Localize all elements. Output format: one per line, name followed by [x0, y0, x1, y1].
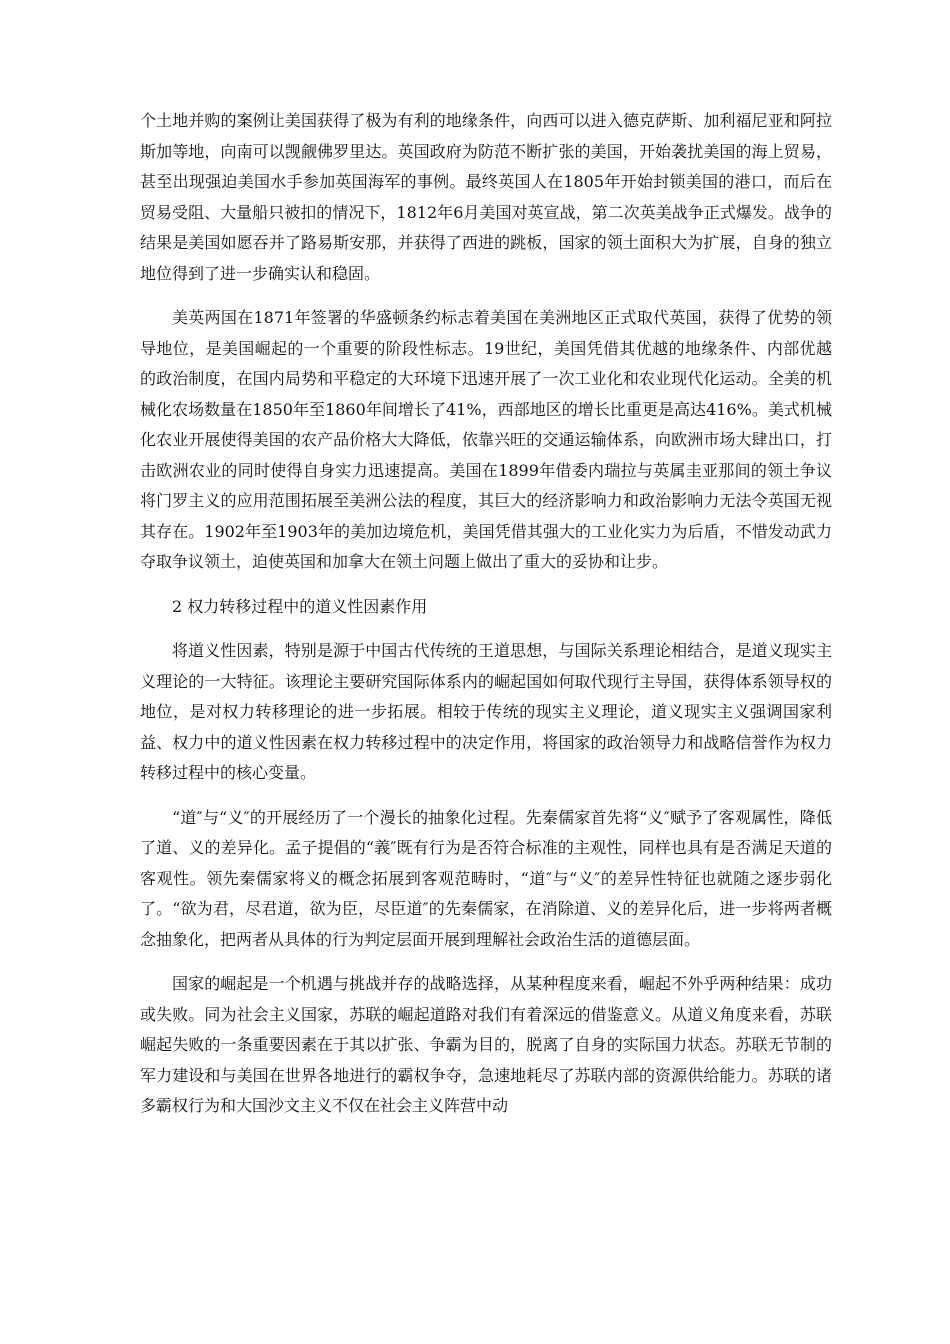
paragraph-dao-yi: “道″与“义″的开展经历了一个漫长的抽象化过程。先秦儒家首先将“义″赋予了客观属性，降低了道、义的差异化。孟子提倡的“義″既有行为是否符合标准的主观性，同样也具有是否满足天道的客观性。领先秦儒家将义的概念拓展到客观范畴时，“道″与“义″的差异性特征也就随之逐步弱化了。“欲为君，尽君道，欲为臣，尽臣道″的先秦儒家，在消除道、义的差异化后，进一步将两者概念抽象化，把两者从具体的行为判定层面开展到理解社会政治生活的道德层面。 — [140, 807, 832, 949]
paragraph-us-uk-washington-treaty: 美英两国在1871年签署的华盛顿条约标志着美国在美洲地区正式取代英国，获得了优势的领导地位，是美国崛起的一个重要的阶段性标志。19世纪，美国凭借其优越的地缘条件、内部优越的政治制度，在国内局势和平稳定的大环境下迅速开展了一次工业化和农业现代化运动。全美的机械化农场数量在1850年至1860年间增长了41%，西部地区的增长比重更是高达416%。美式机械化农业开展使得美国的农产品价格大大降低，依靠兴旺的交通运输体系，向欧洲市场大肆出口，打击欧洲农业的同时使得自身实力迅速提高。美国在1899年借委内瑞拉与英属圭亚那间的领土争议将门罗主义的应用范围拓展至美洲公法的程度，其巨大的经济影响力和政治影响力无法令英国无视其存在。1902年至1903年的美加边境危机，美国凭借其强大的工业化实力为后盾，不惜发动武力夺取争议领土，迫使英国和加拿大在领土问题上做出了重大的妥协和让步。 — [140, 308, 832, 571]
paragraph-moral-realism: 将道义性因素，特别是源于中国古代传统的王道思想，与国际关系理论相结合，是道义现实主义理论的一大特征。该理论主要研究国际体系内的崛起国如何取代现行主导国，获得体系领导权的地位，是对权力转移理论的进一步拓展。相较于传统的现实主义理论，道义现实主义强调国家利益、权力中的道义性因素在权力转移过程中的决定作用，将国家的政治领导力和战略信誉作为权力转移过程中的核心变量。 — [140, 641, 832, 782]
paragraph-soviet-rise: 国家的崛起是一个机遇与挑战并存的战略选择，从某种程度来看，崛起不外乎两种结果：成功或失败。同为社会主义国家，苏联的崛起道路对我们有着深远的借鉴意义。从道义角度来看，苏联崛起失败的一条重要因素在于其以扩张、争霸为目的，脱离了自身的实际国力状态。苏联无节制的军力建设和与美国在世界各地进行的霸权争夺，急速地耗尽了苏联内部的资源供给能力。苏联的诸多霸权行为和大国沙文主义不仅在社会主义阵营中动 — [140, 974, 832, 1115]
paragraph-continuation: 个土地并购的案例让美国获得了极为有利的地缘条件，向西可以进入德克萨斯、加利福尼亚和阿拉斯加等地，向南可以觊觎佛罗里达。英国政府为防范不断扩张的美国，开始袭扰美国的海上贸易，甚至出现强迫美国水手参加英国海军的事例。最终英国人在1805年开始封锁美国的港口，而后在贸易受阻、大量船只被扣的情况下，1812年6月美国对英宣战，第二次英美战争正式爆发。战争的结果是美国如愿吞并了路易斯安那，并获得了西进的跳板，国家的领土面积大为扩展，自身的独立地位得到了进一步确实认和稳固。 — [140, 111, 832, 283]
document-body — [140, 106, 832, 1136]
section-heading: 2 权力转移过程中的道义性因素作用 — [172, 596, 428, 616]
